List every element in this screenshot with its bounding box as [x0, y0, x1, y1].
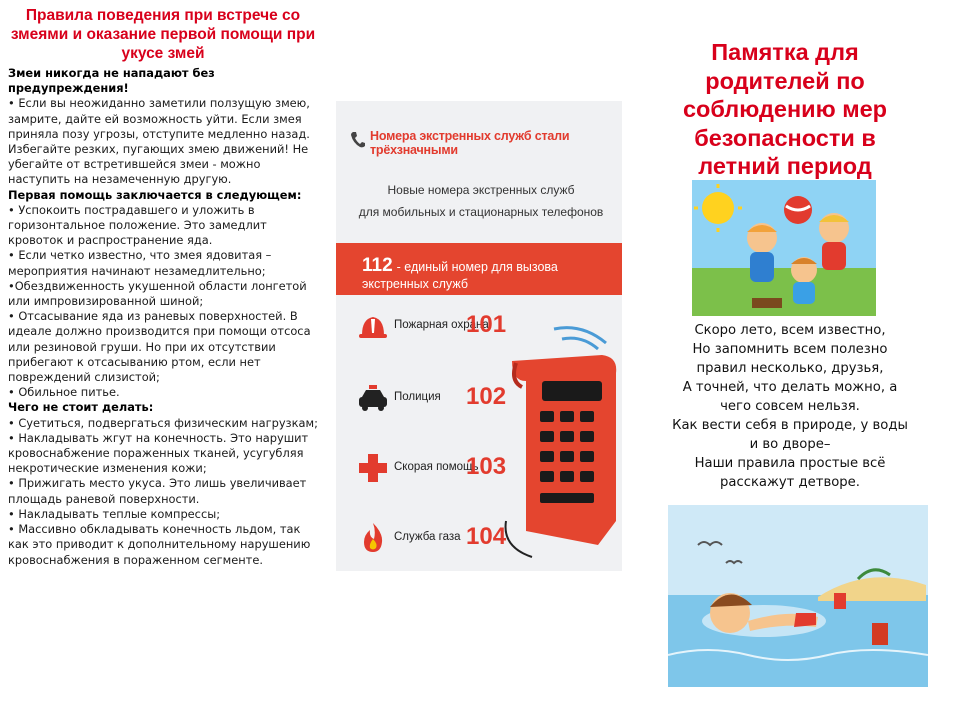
poem-line: правил несколько, друзья,: [696, 361, 884, 376]
rule-paragraph: • Если четко известно, что змея ядовитая – мероприятия начинают незамедлительно;: [8, 248, 272, 278]
service-number: 104: [466, 523, 507, 550]
snake-rules-title: Правила поведения при встрече со змеями и оказание первой помощи при укусе змей: [10, 7, 316, 62]
rule-paragraph: • Обильное питье.: [8, 385, 120, 400]
service-ambulance: [356, 449, 526, 489]
service-police: [356, 379, 526, 419]
rule-paragraph: • Успокоить пострадавшего и уложить в горизонтальное положение. Это замедлит кровоток и распространение яда.: [8, 202, 267, 248]
summer-poem: [655, 321, 925, 492]
rule-paragraph: •Обездвиженность укушенной области лонгетой или импровизированной шиной;: [8, 278, 307, 309]
poem-line: чего совсем нельзя.: [720, 399, 860, 414]
unified-number: 112: [362, 255, 393, 276]
rule-paragraph: • Отсасывание яда из раневых поверхностей. В идеале должно производится при помощи отсоса или резиновой груши. Но при их отсутствии прибегают к отсасыванию ртом, если нет повреждений слизистой;: [8, 309, 311, 385]
rule-paragraph: • Если вы неожиданно заметили ползущую змею, замрите, дайте ей возможность уйти. Если змея приняла позу угрозы, отступите медленно назад. Избегайте резких, пугающих змею движений! Не убегайте от встретившейся змеи - можно наступить на незамеченную другую.: [8, 96, 310, 187]
poem-line: Но запомнить всем полезно: [692, 342, 888, 357]
poem-line: Наши правила простые всё: [694, 456, 886, 471]
service-gas: [356, 519, 526, 559]
poem-line: А точней, что делать можно, а: [682, 380, 898, 395]
poster-subtitle: [356, 179, 606, 223]
gas-flame-icon: [356, 521, 390, 555]
phone-icon: [350, 131, 366, 149]
rule-paragraph: • Накладывать жгут на конечность. Это нарушит кровоснабжение пораженных тканей, усугубляя некротические изменения кожи;: [8, 430, 309, 476]
fire-helmet-icon: [356, 309, 390, 343]
snake-rules-body: [8, 66, 318, 568]
police-car-icon: [356, 381, 390, 415]
poem-line: и во дворе–: [749, 437, 831, 452]
swimming-child-illustration: [668, 505, 928, 687]
rule-paragraph: Чего не стоит делать:: [8, 400, 154, 415]
snake-rules-column: [8, 6, 318, 714]
rule-paragraph: Первая помощь заключается в следующем:: [8, 187, 302, 202]
service-number: 102: [466, 383, 507, 410]
telephone-illustration: [502, 321, 620, 561]
service-name: Скорая помощь: [394, 461, 479, 473]
poster-subtitle-line: для мобильных и стационарных телефонов: [358, 205, 604, 219]
poster-headline: Номера экстренных служб стали трёхзначными: [370, 129, 570, 157]
unified-number-description: - единый номер для вызова экстренных служб: [362, 260, 558, 291]
poem-line: Скоро лето, всем известно,: [694, 323, 886, 338]
rule-paragraph: • Суетиться, подвергаться физическим нагрузкам;: [8, 415, 318, 430]
service-fire: [356, 307, 526, 347]
rule-paragraph: • Массивно обкладывать конечность льдом, так как это приводит к дополнительному нарушению кровоснабжения в пораженном сегменте.: [8, 522, 311, 567]
unified-number-text: [362, 255, 622, 291]
rule-paragraph: Змеи никогда не нападают без предупреждения!: [8, 66, 215, 96]
service-number: 103: [466, 453, 507, 480]
service-number: 101: [466, 311, 507, 338]
poster-subtitle-line: Новые номера экстренных служб: [387, 183, 575, 197]
emergency-numbers-poster: [336, 101, 622, 571]
medical-cross-icon: [356, 451, 390, 485]
service-name: Полиция: [394, 391, 441, 403]
children-playing-illustration: [692, 180, 876, 316]
service-name: Пожарная охрана: [394, 319, 489, 331]
memo-title: Памятка для родителей по соблюдению мер безопасности в летний период: [682, 39, 888, 179]
poem-line: Как вести себя в природе, у воды: [672, 418, 908, 433]
poem-line: расскажут детворе.: [720, 475, 860, 490]
service-name: Служба газа: [394, 531, 461, 543]
rule-paragraph: • Прижигать место укуса. Это лишь увеличивает площадь раневой поверхности.: [8, 476, 307, 506]
rule-paragraph: • Накладывать теплые компрессы;: [8, 506, 221, 521]
